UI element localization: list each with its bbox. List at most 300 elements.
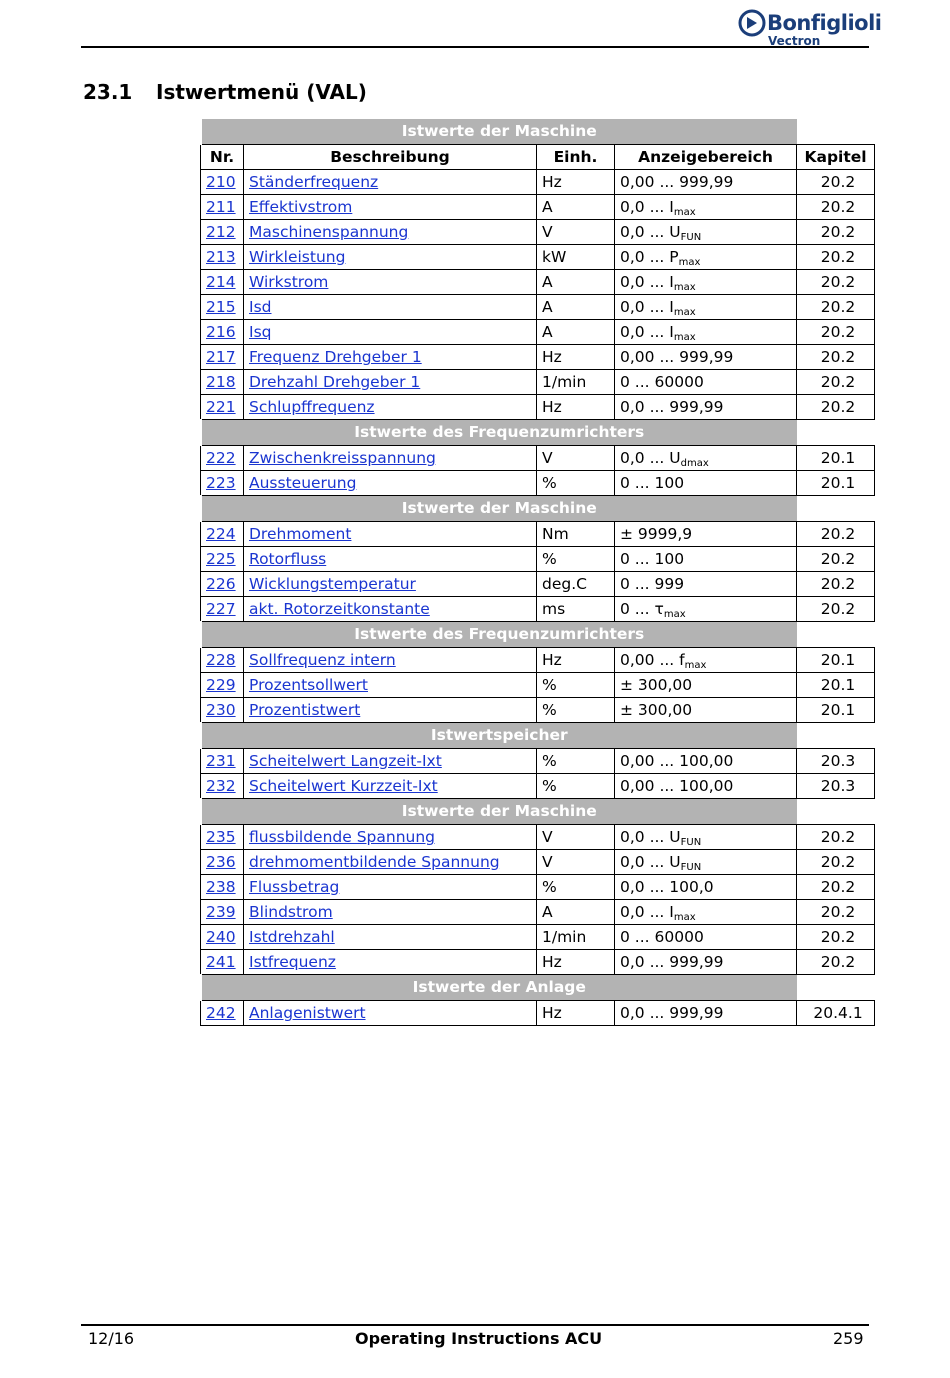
unit-cell: % <box>537 875 615 900</box>
brand-subname: Vectron <box>768 34 821 48</box>
chapter-cell: 20.2 <box>797 220 875 245</box>
table-row <box>201 170 875 195</box>
display-range-text: 0,0 ... U <box>620 223 681 241</box>
unit-cell: V <box>537 446 615 471</box>
description-link[interactable]: Effektivstrom <box>249 198 353 216</box>
description-link[interactable]: drehmomentbildende Spannung <box>249 853 500 871</box>
group-title: Istwerte der Maschine <box>201 799 797 825</box>
parameter-number-cell <box>201 245 244 270</box>
group-blank-cell <box>797 975 875 1001</box>
column-header: Kapitel <box>797 145 875 170</box>
chapter-cell: 20.2 <box>797 950 875 975</box>
parameter-number-link[interactable]: 230 <box>206 701 236 719</box>
display-range-text: 0,0 ... I <box>620 323 674 341</box>
parameter-number-link[interactable]: 240 <box>206 928 236 946</box>
description-link[interactable]: flussbildende Spannung <box>249 828 435 846</box>
chapter-cell: 20.2 <box>797 900 875 925</box>
table-row <box>201 673 875 698</box>
display-range-text: 0 ... 60000 <box>620 928 704 946</box>
display-range-text: 0,0 ... 999,99 <box>620 398 724 416</box>
unit-cell: Hz <box>537 170 615 195</box>
unit-cell: A <box>537 295 615 320</box>
group-header-row <box>201 496 875 522</box>
group-header-row <box>201 799 875 825</box>
brand-name: Bonfiglioli <box>767 11 882 35</box>
table-row <box>201 925 875 950</box>
unit-cell: A <box>537 320 615 345</box>
table-row <box>201 370 875 395</box>
display-range-text: 0,00 ... 999,99 <box>620 348 734 366</box>
description-link[interactable]: Anlagenistwert <box>249 1004 366 1022</box>
description-cell <box>244 320 537 345</box>
group-blank-cell <box>797 119 875 145</box>
parameter-number-cell <box>201 648 244 673</box>
footer-rule <box>81 1324 869 1326</box>
column-header: Nr. <box>201 145 244 170</box>
table-row <box>201 270 875 295</box>
chapter-cell: 20.2 <box>797 875 875 900</box>
display-range-subscript: max <box>673 332 696 343</box>
unit-cell: A <box>537 270 615 295</box>
parameter-number-cell <box>201 320 244 345</box>
display-range-cell <box>615 950 797 975</box>
table-row <box>201 825 875 850</box>
section-heading <box>83 80 367 104</box>
parameter-number-link[interactable]: 213 <box>206 248 236 266</box>
description-link[interactable]: Scheitelwert Kurzzeit-Ixt <box>249 777 438 795</box>
parameter-number-cell <box>201 170 244 195</box>
parameter-number-link[interactable]: 241 <box>206 953 236 971</box>
parameter-number-cell <box>201 572 244 597</box>
table-row <box>201 446 875 471</box>
description-cell <box>244 446 537 471</box>
group-title: Istwerte der Maschine <box>201 496 797 522</box>
description-cell <box>244 345 537 370</box>
display-range-text: 0,0 ... U <box>620 449 681 467</box>
chapter-cell: 20.1 <box>797 446 875 471</box>
display-range-text: 0,0 ... I <box>620 298 674 316</box>
chapter-cell: 20.2 <box>797 170 875 195</box>
group-header-row <box>201 622 875 648</box>
group-title: Istwerte des Frequenzumrichters <box>201 420 797 446</box>
footer-document-title: Operating Instructions ACU <box>355 1329 603 1348</box>
chapter-cell: 20.2 <box>797 295 875 320</box>
display-range-cell <box>615 220 797 245</box>
parameter-number-cell <box>201 597 244 622</box>
chapter-cell: 20.2 <box>797 345 875 370</box>
parameter-number-cell <box>201 749 244 774</box>
description-link[interactable]: Prozentistwert <box>249 701 361 719</box>
description-cell <box>244 245 537 270</box>
chapter-cell: 20.1 <box>797 648 875 673</box>
display-range-cell <box>615 370 797 395</box>
display-range-text: 0 ... 100 <box>620 474 685 492</box>
group-title: Istwerte der Maschine <box>201 119 797 145</box>
parameter-number-cell <box>201 875 244 900</box>
display-range-subscript: max <box>673 282 696 293</box>
display-range-cell <box>615 170 797 195</box>
description-link[interactable]: Wirkleistung <box>249 248 346 266</box>
parameter-number-cell <box>201 1001 244 1026</box>
table-row <box>201 471 875 496</box>
description-link[interactable]: Schlupffrequenz <box>249 398 375 416</box>
description-link[interactable]: Sollfrequenz intern <box>249 651 396 669</box>
display-range-cell <box>615 547 797 572</box>
chapter-cell: 20.2 <box>797 547 875 572</box>
description-cell <box>244 170 537 195</box>
parameter-number-link[interactable]: 226 <box>206 575 236 593</box>
unit-cell: % <box>537 673 615 698</box>
display-range-subscript: max <box>673 307 696 318</box>
table-row <box>201 698 875 723</box>
description-cell <box>244 295 537 320</box>
parameter-number-link[interactable]: 229 <box>206 676 236 694</box>
group-blank-cell <box>797 496 875 522</box>
description-cell <box>244 1001 537 1026</box>
group-title: Istwertspeicher <box>201 723 797 749</box>
parameter-number-link[interactable]: 225 <box>206 550 236 568</box>
parameter-number-cell <box>201 220 244 245</box>
display-range-cell <box>615 749 797 774</box>
parameter-number-link[interactable]: 223 <box>206 474 236 492</box>
chapter-cell: 20.2 <box>797 572 875 597</box>
display-range-subscript: max <box>663 609 686 620</box>
display-range-text: 0,0 ... P <box>620 248 679 266</box>
unit-cell: Nm <box>537 522 615 547</box>
display-range-text: 0 ... τ <box>620 600 664 618</box>
group-header-row <box>201 420 875 446</box>
display-range-cell <box>615 245 797 270</box>
table-row <box>201 522 875 547</box>
description-link[interactable]: Maschinenspannung <box>249 223 409 241</box>
table-row <box>201 345 875 370</box>
group-blank-cell <box>797 799 875 825</box>
column-header: Einh. <box>537 145 615 170</box>
description-link[interactable]: Isd <box>249 298 272 316</box>
parameter-number-cell <box>201 395 244 420</box>
table-row <box>201 320 875 345</box>
parameter-number-cell <box>201 195 244 220</box>
display-range-text: 0,0 ... U <box>620 828 681 846</box>
parameter-number-link[interactable]: 221 <box>206 398 236 416</box>
parameter-number-link[interactable]: 236 <box>206 853 236 871</box>
parameter-number-cell <box>201 950 244 975</box>
actual-values-table <box>199 119 875 1026</box>
description-link[interactable]: Drehmoment <box>249 525 352 543</box>
display-range-subscript: max <box>684 660 707 671</box>
chapter-cell: 20.2 <box>797 370 875 395</box>
parameter-number-link[interactable]: 231 <box>206 752 236 770</box>
unit-cell: V <box>537 850 615 875</box>
display-range-cell <box>615 597 797 622</box>
description-cell <box>244 925 537 950</box>
description-link[interactable]: Prozentsollwert <box>249 676 368 694</box>
parameter-number-link[interactable]: 224 <box>206 525 236 543</box>
display-range-cell <box>615 395 797 420</box>
description-cell <box>244 950 537 975</box>
chapter-cell: 20.1 <box>797 673 875 698</box>
section-number: 23.1 <box>83 80 133 104</box>
display-range-text: ± 300,00 <box>620 676 693 694</box>
display-range-cell <box>615 270 797 295</box>
parameter-number-link[interactable]: 218 <box>206 373 236 391</box>
description-cell <box>244 471 537 496</box>
group-header-row <box>201 723 875 749</box>
parameter-number-link[interactable]: 216 <box>206 323 236 341</box>
parameter-number-cell <box>201 825 244 850</box>
display-range-text: 0,00 ... 100,00 <box>620 777 734 795</box>
description-cell <box>244 774 537 799</box>
table-row <box>201 1001 875 1026</box>
table-row <box>201 749 875 774</box>
description-link[interactable]: Istdrehzahl <box>249 928 335 946</box>
description-link[interactable]: Ständerfrequenz <box>249 173 379 191</box>
parameter-number-cell <box>201 270 244 295</box>
parameter-number-link[interactable]: 222 <box>206 449 236 467</box>
header-rule <box>81 46 869 48</box>
parameter-number-cell <box>201 900 244 925</box>
table-row <box>201 950 875 975</box>
parameter-number-cell <box>201 471 244 496</box>
display-range-text: ± 9999,9 <box>620 525 693 543</box>
table-row <box>201 395 875 420</box>
unit-cell: Hz <box>537 648 615 673</box>
display-range-cell <box>615 648 797 673</box>
parameter-number-link[interactable]: 211 <box>206 198 236 216</box>
display-range-subscript: max <box>673 912 696 923</box>
group-header-row <box>201 975 875 1001</box>
display-range-text: 0,0 ... 100,0 <box>620 878 714 896</box>
unit-cell: V <box>537 220 615 245</box>
display-range-cell <box>615 345 797 370</box>
display-range-text: 0,0 ... I <box>620 273 674 291</box>
footer-date: 12/16 <box>88 1329 135 1348</box>
display-range-text: 0,00 ... 999,99 <box>620 173 734 191</box>
bonfiglioli-logo-icon <box>738 9 766 37</box>
parameter-number-cell <box>201 774 244 799</box>
display-range-cell <box>615 1001 797 1026</box>
display-range-text: 0,00 ... 100,00 <box>620 752 734 770</box>
group-title: Istwerte des Frequenzumrichters <box>201 622 797 648</box>
display-range-text: 0,0 ... I <box>620 198 674 216</box>
description-link[interactable]: Wicklungstemperatur <box>249 575 416 593</box>
parameter-number-link[interactable]: 215 <box>206 298 236 316</box>
unit-cell: % <box>537 698 615 723</box>
table-row <box>201 900 875 925</box>
chapter-cell: 20.2 <box>797 245 875 270</box>
unit-cell: deg.C <box>537 572 615 597</box>
table-row <box>201 572 875 597</box>
unit-cell: A <box>537 195 615 220</box>
description-link[interactable]: Scheitelwert Langzeit-Ixt <box>249 752 442 770</box>
group-blank-cell <box>797 420 875 446</box>
description-cell <box>244 850 537 875</box>
display-range-cell <box>615 446 797 471</box>
description-link[interactable]: Isq <box>249 323 272 341</box>
table-body <box>201 119 875 1026</box>
unit-cell: % <box>537 774 615 799</box>
description-cell <box>244 900 537 925</box>
group-header-row <box>201 119 875 145</box>
chapter-cell: 20.4.1 <box>797 1001 875 1026</box>
unit-cell: ms <box>537 597 615 622</box>
parameter-number-link[interactable]: 227 <box>206 600 236 618</box>
parameter-number-link[interactable]: 228 <box>206 651 236 669</box>
display-range-cell <box>615 195 797 220</box>
parameter-number-link[interactable]: 217 <box>206 348 236 366</box>
description-cell <box>244 220 537 245</box>
unit-cell: 1/min <box>537 370 615 395</box>
description-link[interactable]: Aussteuerung <box>249 474 357 492</box>
unit-cell: Hz <box>537 1001 615 1026</box>
display-range-subscript: max <box>673 207 696 218</box>
unit-cell: A <box>537 900 615 925</box>
parameter-number-link[interactable]: 235 <box>206 828 236 846</box>
chapter-cell: 20.2 <box>797 320 875 345</box>
footer-page-number: 259 <box>833 1329 864 1348</box>
unit-cell: Hz <box>537 395 615 420</box>
display-range-subscript: max <box>678 257 701 268</box>
display-range-cell <box>615 673 797 698</box>
chapter-cell: 20.1 <box>797 698 875 723</box>
description-cell <box>244 875 537 900</box>
description-cell <box>244 522 537 547</box>
display-range-cell <box>615 825 797 850</box>
description-cell <box>244 195 537 220</box>
brand-logo <box>738 7 882 48</box>
parameter-number-link[interactable]: 210 <box>206 173 236 191</box>
display-range-cell <box>615 900 797 925</box>
unit-cell: % <box>537 547 615 572</box>
chapter-cell: 20.2 <box>797 597 875 622</box>
table-row <box>201 245 875 270</box>
chapter-cell: 20.1 <box>797 471 875 496</box>
group-blank-cell <box>797 622 875 648</box>
display-range-cell <box>615 925 797 950</box>
display-range-subscript: FUN <box>680 862 702 873</box>
parameter-number-cell <box>201 673 244 698</box>
description-link[interactable]: Frequenz Drehgeber 1 <box>249 348 422 366</box>
description-cell <box>244 395 537 420</box>
parameter-number-cell <box>201 698 244 723</box>
chapter-cell: 20.2 <box>797 825 875 850</box>
description-cell <box>244 749 537 774</box>
description-cell <box>244 648 537 673</box>
chapter-cell: 20.2 <box>797 195 875 220</box>
display-range-subscript: dmax <box>680 458 709 469</box>
parameter-number-link[interactable]: 214 <box>206 273 236 291</box>
display-range-cell <box>615 320 797 345</box>
description-link[interactable]: Flussbetrag <box>249 878 340 896</box>
table-row <box>201 597 875 622</box>
display-range-cell <box>615 698 797 723</box>
parameter-number-cell <box>201 925 244 950</box>
description-link[interactable]: Drehzahl Drehgeber 1 <box>249 373 421 391</box>
table-row <box>201 774 875 799</box>
table-row <box>201 195 875 220</box>
display-range-text: 0,0 ... 999,99 <box>620 1004 724 1022</box>
display-range-cell <box>615 774 797 799</box>
parameter-number-cell <box>201 850 244 875</box>
unit-cell: Hz <box>537 950 615 975</box>
chapter-cell: 20.3 <box>797 749 875 774</box>
description-cell <box>244 698 537 723</box>
unit-cell: kW <box>537 245 615 270</box>
description-cell <box>244 270 537 295</box>
group-blank-cell <box>797 723 875 749</box>
column-header: Beschreibung <box>244 145 537 170</box>
section-title: Istwertmenü (VAL) <box>156 80 367 104</box>
table-row <box>201 295 875 320</box>
parameter-number-cell <box>201 345 244 370</box>
parameter-number-link[interactable]: 232 <box>206 777 236 795</box>
column-header-row <box>201 145 875 170</box>
description-cell <box>244 572 537 597</box>
parameter-number-link[interactable]: 242 <box>206 1004 236 1022</box>
display-range-text: 0,00 ... f <box>620 651 685 669</box>
parameter-number-cell <box>201 446 244 471</box>
display-range-text: 0,0 ... 999,99 <box>620 953 724 971</box>
column-header: Anzeigebereich <box>615 145 797 170</box>
description-cell <box>244 825 537 850</box>
parameter-number-cell <box>201 370 244 395</box>
display-range-cell <box>615 875 797 900</box>
table-row <box>201 547 875 572</box>
table-row <box>201 850 875 875</box>
display-range-text: 0,0 ... I <box>620 903 674 921</box>
table-row <box>201 220 875 245</box>
display-range-cell <box>615 471 797 496</box>
unit-cell: 1/min <box>537 925 615 950</box>
chapter-cell: 20.2 <box>797 522 875 547</box>
parameter-number-cell <box>201 295 244 320</box>
chapter-cell: 20.2 <box>797 270 875 295</box>
display-range-subscript: FUN <box>680 837 702 848</box>
display-range-cell <box>615 850 797 875</box>
chapter-cell: 20.2 <box>797 925 875 950</box>
description-cell <box>244 597 537 622</box>
description-cell <box>244 547 537 572</box>
table-row <box>201 648 875 673</box>
description-link[interactable]: Wirkstrom <box>249 273 329 291</box>
description-cell <box>244 370 537 395</box>
description-link[interactable]: akt. Rotorzeitkonstante <box>249 600 430 618</box>
unit-cell: % <box>537 749 615 774</box>
description-link[interactable]: Istfrequenz <box>249 953 336 971</box>
parameter-number-link[interactable]: 238 <box>206 878 236 896</box>
parameter-number-link[interactable]: 212 <box>206 223 236 241</box>
display-range-text: 0 ... 999 <box>620 575 685 593</box>
group-title: Istwerte der Anlage <box>201 975 797 1001</box>
description-cell <box>244 673 537 698</box>
display-range-cell <box>615 572 797 597</box>
table-row <box>201 875 875 900</box>
description-link[interactable]: Rotorfluss <box>249 550 327 568</box>
display-range-text: 0,0 ... U <box>620 853 681 871</box>
description-link[interactable]: Blindstrom <box>249 903 333 921</box>
display-range-text: 0 ... 60000 <box>620 373 704 391</box>
unit-cell: V <box>537 825 615 850</box>
parameter-number-cell <box>201 522 244 547</box>
description-link[interactable]: Zwischenkreisspannung <box>249 449 436 467</box>
parameter-number-cell <box>201 547 244 572</box>
parameter-number-link[interactable]: 239 <box>206 903 236 921</box>
chapter-cell: 20.2 <box>797 850 875 875</box>
display-range-cell <box>615 522 797 547</box>
chapter-cell: 20.3 <box>797 774 875 799</box>
display-range-text: ± 300,00 <box>620 701 693 719</box>
chapter-cell: 20.2 <box>797 395 875 420</box>
